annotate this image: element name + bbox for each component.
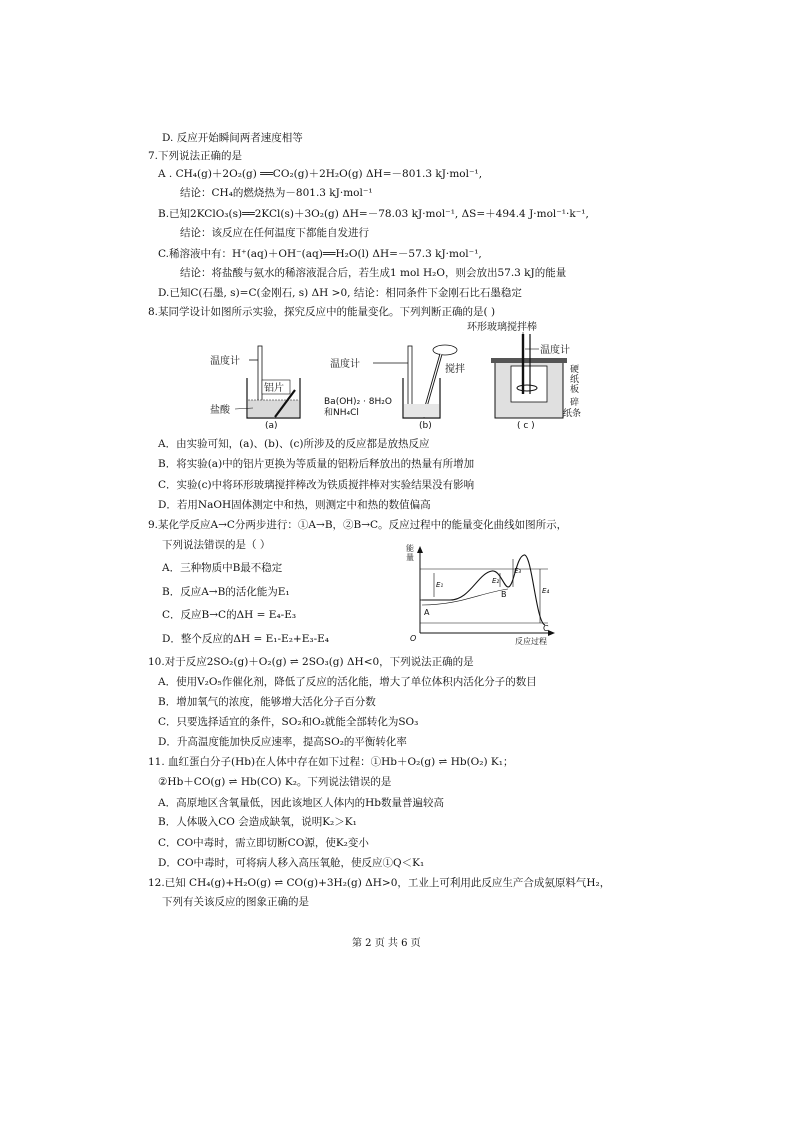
label-al-foil: 铝片 xyxy=(264,383,284,394)
q11-stem-2: ②Hb＋CO(g) ⇌ Hb(CO) K₂。下列说法错误的是 xyxy=(158,776,392,788)
label-paper-1: 碎 xyxy=(570,398,580,408)
q6-option-d: D. 反应开始瞬间两者速度相等 xyxy=(162,132,303,144)
page-footer: 第 2 页 共 6 页 xyxy=(352,938,421,949)
origin-label: O xyxy=(410,634,417,643)
label-thermometer-b: 温度计 xyxy=(330,359,360,370)
label-nh4cl: 和NH₄Cl xyxy=(324,408,359,418)
beaker-b xyxy=(324,345,465,430)
label-thermometer-c: 温度计 xyxy=(540,345,570,356)
q8-option-c: C．实验(c)中将环形玻璃搅拌棒改为铁质搅拌棒对实验结果没有影响 xyxy=(158,479,475,491)
q9-stem: 9.某化学反应A→C分两步进行：①A→B，②B→C。反应过程中的能量变化曲线如图所示， xyxy=(148,519,568,531)
x-axis-label: 反应过程 xyxy=(515,637,547,645)
calorimeter-c xyxy=(467,320,581,430)
q8-option-a: A．由实验可知，(a)、(b)、(c)所涉及的反应都是放热反应 xyxy=(158,438,430,450)
q7-option-c: C.稀溶液中有：H⁺(aq)＋OH⁻(aq)══H₂O(l) ΔH=－57.3 kJ·mol⁻¹, xyxy=(158,248,482,260)
label-e4: E₄ xyxy=(542,587,550,595)
label-e2: E₂ xyxy=(492,577,500,585)
label-thermometer-a: 温度计 xyxy=(210,356,240,367)
caption-c: ( c ) xyxy=(517,421,535,430)
q12-prompt: 下列有关该反应的图象正确的是 xyxy=(162,896,309,908)
y-label-2: 量 xyxy=(406,553,414,562)
q8-option-d: D．若用NaOH固体测定中和热，则测定中和热的数值偏高 xyxy=(158,499,431,511)
q10-option-c: C．只要选择适宜的条件，SO₂和O₂就能全部转化为SO₃ xyxy=(158,716,419,728)
q8-stem: 8.某同学设计如图所示实验，探究反应中的能量变化。下列判断正确的是( ) xyxy=(148,306,496,318)
q10-option-d: D．升高温度能加快反应速率，提高SO₂的平衡转化率 xyxy=(158,736,407,748)
q10-option-b: B．增加氧气的浓度，能够增大活化分子百分数 xyxy=(158,696,376,708)
q11-option-a: A．高原地区含氧量低，因此该地区人体内的Hb数量普遍较高 xyxy=(158,797,444,809)
beaker-a xyxy=(210,346,300,430)
point-b: B xyxy=(501,590,507,599)
label-paper-2: 纸条 xyxy=(563,409,582,419)
q11-option-c: C．CO中毒时，需立即切断CO源，使K₂变小 xyxy=(158,837,369,849)
q9-energy-diagram xyxy=(400,543,560,645)
q7-option-b: B.已知2KClO₃(s)══2KCl(s)＋3O₂(g) ΔH=－78.03 kJ·mol⁻¹, ΔS=＋494.4 J·mol⁻¹·k⁻¹, xyxy=(158,208,589,220)
energy-diagram-svg xyxy=(400,543,560,645)
label-baoh2: Ba(OH)₂ · 8H₂O xyxy=(324,397,392,407)
q8-option-b: B．将实验(a)中的铝片更换为等质量的铝粉后释放出的热量有所增加 xyxy=(158,458,475,470)
q11-option-d: D．CO中毒时，可将病人移入高压氧舱，使反应①Q＜K₁ xyxy=(158,857,425,869)
q10-option-a: A．使用V₂O₅作催化剂，降低了反应的活化能，增大了单位体积内活化分子的数目 xyxy=(158,676,537,688)
q11-option-b: B．人体吸入CO 会造成缺氧，说明K₂＞K₁ xyxy=(158,816,357,828)
label-board-1: 硬 xyxy=(570,365,580,375)
q7-option-a-conclusion: 结论：CH₄的燃烧热为－801.3 kJ·mol⁻¹ xyxy=(180,187,373,199)
caption-b: (b) xyxy=(419,421,432,430)
label-glass-stirrer: 环形玻璃搅拌棒 xyxy=(467,322,537,333)
label-e3: E₃ xyxy=(514,567,522,575)
label-e1: E₁ xyxy=(436,581,444,589)
q10-stem: 10.对于反应2SO₂(g)＋O₂(g) ⇌ 2SO₃(g) ΔH<0，下列说法正确的是 xyxy=(148,656,474,668)
q9-option-d: D．整个反应的ΔH = E₁-E₂+E₃-E₄ xyxy=(162,633,330,645)
q9-option-a: A．三种物质中B最不稳定 xyxy=(162,562,283,574)
q7-option-d: D.已知C(石墨, s)=C(金刚石, s) ΔH >0, 结论：相同条件下金刚石比石墨稳定 xyxy=(158,287,522,299)
point-c: C xyxy=(543,624,549,633)
q12-stem: 12.已知 CH₄(g)+H₂O(g) ⇌ CO(g)+3H₂(g) ΔH>0，工业上可利用此反应生产合成氨原料气H₂， xyxy=(148,877,611,889)
label-hcl: 盐酸 xyxy=(210,405,230,416)
point-a: A xyxy=(424,608,430,617)
q8-apparatus-svg xyxy=(205,320,585,430)
q11-stem: 11. 血红蛋白分子(Hb)在人体中存在如下过程：①Hb＋O₂(g) ⇌ Hb(O₂) K₁； xyxy=(148,756,514,768)
q8-figure xyxy=(205,320,585,430)
y-label-1: 能 xyxy=(406,544,414,553)
q7-stem: 7.下列说法正确的是 xyxy=(148,150,243,162)
q9-option-b: B．反应A→B的活化能为E₁ xyxy=(162,586,290,598)
caption-a: (a) xyxy=(265,421,278,430)
label-board-3: 板 xyxy=(570,385,580,395)
label-stir: 搅拌 xyxy=(445,364,465,375)
q9-prompt: 下列说法错误的是（ ） xyxy=(162,539,271,551)
q7-option-a: A . CH₄(g)＋2O₂(g) ══CO₂(g)＋2H₂O(g) ΔH=－801.3 kJ·mol⁻¹, xyxy=(158,168,483,180)
q9-option-c: C．反应B→C的ΔH = E₄-E₃ xyxy=(162,609,297,621)
label-board-2: 纸 xyxy=(570,375,580,385)
q7-option-c-conclusion: 结论：将盐酸与氨水的稀溶液混合后，若生成1 mol H₂O，则会放出57.3 kJ的能量 xyxy=(180,267,567,279)
q7-option-b-conclusion: 结论：该反应在任何温度下都能自发进行 xyxy=(180,227,369,239)
